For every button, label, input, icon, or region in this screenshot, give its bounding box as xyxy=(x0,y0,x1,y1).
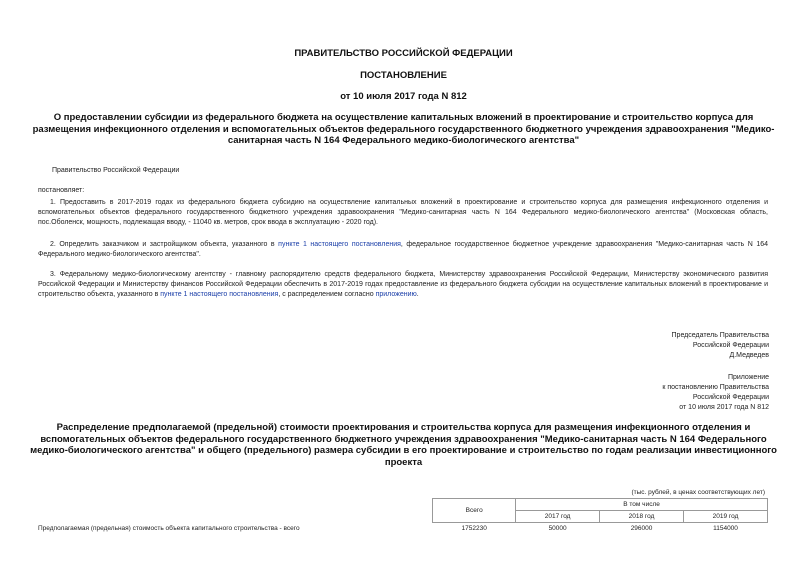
column-year-2017: 2017 год xyxy=(516,511,600,523)
appendix-block xyxy=(509,373,769,413)
row-label: Предполагаемая (предельная) стоимость объекта капитального строительства - всего xyxy=(38,524,300,532)
paragraph-2-before: 2. Определить заказчиком и застройщиком объекта, указанного в xyxy=(50,241,279,248)
paragraph-3-middle: , с распределением согласно xyxy=(278,291,376,298)
paragraph-1-text: 1. Предоставить в 2017-2019 годах из федерального бюджета субсидию на осуществление капитальных вложений в проектирование и строительство корпуса для размещения инфекционного отделения и вспомогательных объектов федерального государственного бюджетного учреждения здравоохранения "Медико-санитарная часть N 164 Федерального медико-биологического агентства" (Московская область, пос.Оболенск, мощность, подлежащая вводу, - 11040 кв. метров, срок ввода в эксплуатацию - 2020 год). xyxy=(38,199,768,226)
column-year-2018: 2018 год xyxy=(600,511,684,523)
table-empty-cell xyxy=(38,511,433,523)
link-point-1-second[interactable]: пункте 1 настоящего постановления xyxy=(160,291,279,298)
value-2018: 296000 xyxy=(630,525,653,532)
document-date-number: от 10 июля 2017 года N 812 xyxy=(340,91,467,102)
paragraph-1 xyxy=(38,198,768,228)
table-header-row-2 xyxy=(38,511,768,523)
document-type: ПОСТАНОВЛЕНИЕ xyxy=(360,70,447,81)
value-2019: 1154000 xyxy=(713,525,738,532)
appendix-title: Распределение предполагаемой (предельной) стоимости проектирования и строительства корпуса для размещения инфекционного отделения и вспомогательных объектов федерального государственного бюджетного учреждения здравоохранения "Медико-санитарная часть N 164 Федерального медико-биологического агентства" и общего (предельного) размера субсидии в его проектирование и строительство по годам реализации инвестиционного проекта xyxy=(30,422,777,468)
resolves-text: постановляет: xyxy=(38,187,85,194)
appendix-line-1: Приложение xyxy=(727,374,769,381)
paragraph-3-after: . xyxy=(416,291,419,298)
table-row xyxy=(38,523,768,535)
signature-line-3: Д.Медведев xyxy=(729,352,769,359)
appendix-line-3: Российской Федерации xyxy=(692,394,769,401)
value-total: 1752230 xyxy=(461,525,487,532)
appendix-line-2: к постановлению Правительства xyxy=(662,384,769,391)
document-title: О предоставлении субсидии из федерального бюджета на осуществление капитальных вложений в проектирование и строительство корпуса для размещения инфекционного отделения и вспомогательных объектов федерального государственного бюджетного учреждения здравоохранения "Медико-санитарная часть N 164 Федерального медико-биологического агентства" xyxy=(32,112,775,146)
paragraph-2 xyxy=(38,240,768,260)
column-including-header: В том числе xyxy=(516,499,768,511)
appendix-line-4: от 10 июля 2017 года N 812 xyxy=(679,404,769,411)
link-appendix[interactable]: приложению xyxy=(375,291,417,298)
subsidy-table xyxy=(38,498,768,534)
paragraph-3-before: 3. Федеральному медико-биологическому агентству - главному распорядителю средств федерального бюджета, Министерству здравоохранения Российской Федерации, Министерству экономического развития Российской Федерации и Министерству финансов Российской Федерации обеспечить в 2017-2019 годах предоставление из федерального бюджета субсидии на осуществление капитальных вложений в проектирование и строительство объекта, указанного в xyxy=(38,271,768,298)
intro-text: Правительство Российской Федерации xyxy=(52,167,180,174)
government-heading: ПРАВИТЕЛЬСТВО РОССИЙСКОЙ ФЕДЕРАЦИИ xyxy=(294,48,513,59)
paragraph-2-after: , федеральное государственное бюджетное учреждение здравоохранения "Медико-санитарная часть N 164 Федерального медико-биологического агентства". xyxy=(38,241,768,258)
column-total-header: Всего xyxy=(433,499,516,523)
column-year-2019: 2019 год xyxy=(684,511,768,523)
link-point-1[interactable]: пункте 1 настоящего постановления xyxy=(278,241,401,248)
signature-block xyxy=(509,331,769,361)
value-2017: 50000 xyxy=(548,525,567,532)
signature-line-1: Председатель Правительства xyxy=(671,332,769,339)
table-header-row-1 xyxy=(38,499,768,511)
table-units: (тыс. рублей, в ценах соответствующих лет) xyxy=(631,489,765,496)
paragraph-3 xyxy=(38,270,768,300)
signature-line-2: Российской Федерации xyxy=(692,342,769,349)
table-empty-cell xyxy=(38,499,433,511)
